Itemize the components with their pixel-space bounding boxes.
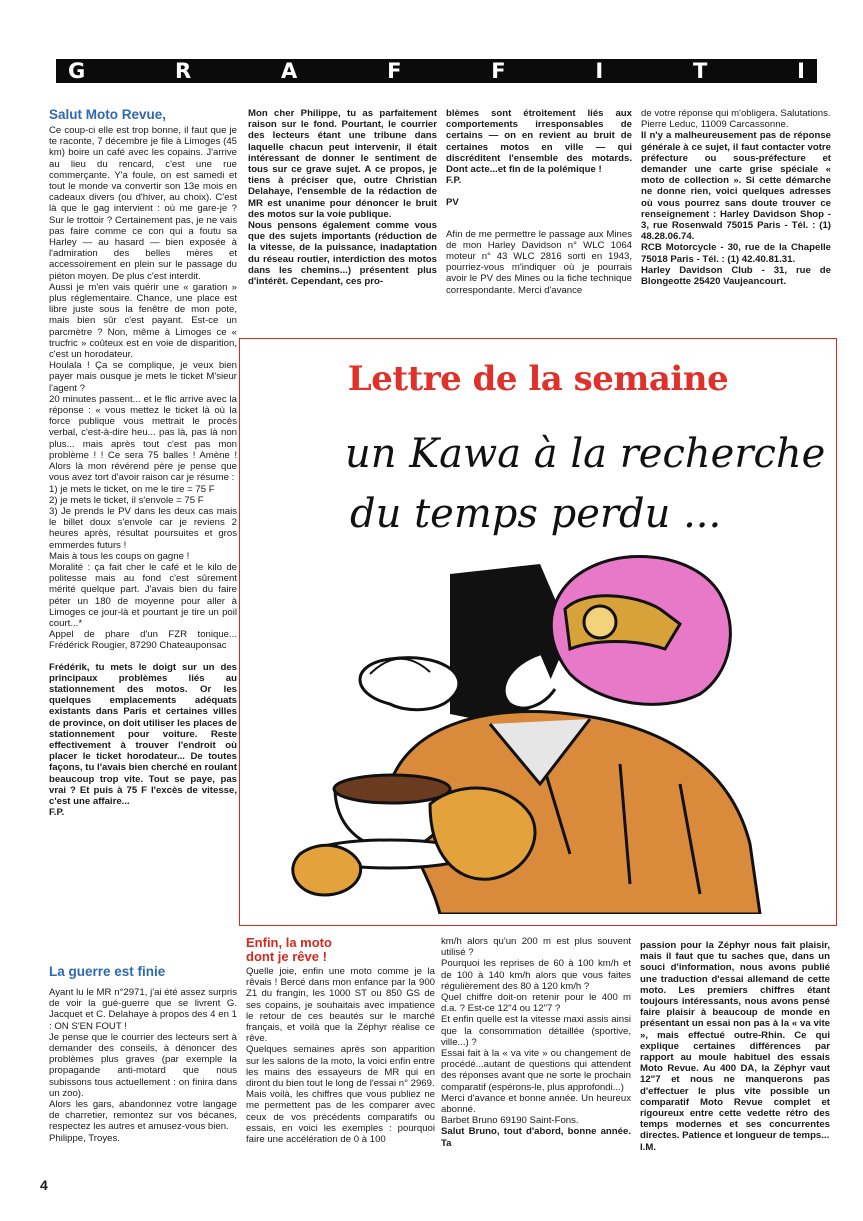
letter-column-7 <box>640 940 830 1153</box>
glove-shape <box>293 845 361 895</box>
banner-letter: R <box>175 59 192 83</box>
editor-signature: F.P. <box>49 807 65 819</box>
banner-letter: F <box>387 59 402 83</box>
letter-column-1-bottom <box>49 964 237 1144</box>
letter-paragraph: Mais à tous les coups on gagne ! <box>49 550 190 562</box>
letter-signature: Barbet Bruno 69190 Saint-Fons. <box>441 1115 579 1127</box>
handwritten-caption: du temps perdu ... <box>350 491 722 537</box>
letter-paragraph: Essai fait à la « va vite » ou changement de procédé...autant de questions qui attendent des réponses avant que ne sorte le prochain comparatif (espérons-le, plus approfondi...) <box>441 1048 631 1093</box>
editor-reply: Mon cher Philippe, tu as parfaitement raison sur le fond. Pourtant, le courrier des lecteurs étant une tribune dans laquelle chacun peut intervenir, il était intéressant de donner le sentiment de tous sur ce grave sujet. A ce propos, je tiens à préciser que, outre Christian Delahaye, l'ensemble de la rédaction de MR est unanime pour dénoncer le bruit des motos sur la voie publique. <box>248 108 437 220</box>
letter-paragraph: Alors les gars, abandonnez votre langage de charretier, remontez sur vos bécanes, respectez les autres et amusez-vous bien. <box>49 1099 237 1133</box>
letter-paragraph: de votre réponse qui m'obligera. Salutations. <box>641 108 831 119</box>
editor-reply: Il n'y a malheureusement pas de réponse générale à ce sujet, il faut contacter votre préfecture ou sous-préfecture et demander une carte grise spéciale « moto de collection ». Si cette démarche ne donne rien, voici quelques adresses où vous pourrez sans doute trouver ce renseignement : Harley Davidson Shop - 3, rue Rosenwald 75015 Paris - Tél. : (1) 48.28.06.74. <box>641 130 831 243</box>
letter-paragraph: Pourquoi les reprises de 60 à 100 km/h et de 100 à 140 km/h alors que vous faites régulièrement des 80 à 120 km/h ? <box>441 958 631 992</box>
letter-paragraph: 2) je mets le ticket, il s'envole = 75 F <box>49 494 204 506</box>
cartoon-illustration <box>240 554 836 914</box>
banner-letter: I <box>797 59 805 83</box>
steam-shape <box>360 658 459 710</box>
letter-paragraph: Ce coup-ci elle est trop bonne, il faut que je te raconte, 7 décembre je file à Limoges (45 km) boire un café avec les copains. J'arrive au lieu du rencard, c'est une rue commerçante. Y'a foule, on est samedi et tout le monde va convertir son 13e mois en cadeaux divers (ou d'hiver, au choix). C'est là que le gag intervient : où me gare-je ? Sur le trottoir ? Certainement pas, je ne vais pas faire comme ce con qui a foutu sa Harley — au hasard — bien exposée à l'admiration des belles mères et accessoirement en plein sur le passage du piéton moyen. De plus c'est interdit. <box>49 125 237 282</box>
editor-reply: passion pour la Zéphyr nous fait plaisir, mais il faut que tu saches que, dans un souci d'information, nous avons publié une traduction d'essai allemand de cette moto. Les premiers chiffres étant toujours intéressants, nous avons pensé faire plaisir à beaucoup de monde en présentant un essai non pas à la « va vite », mais effectué outre-Rhin. Ce qui explique certaines différences par rapport au moule habituel des essais Moto Revue. Au 400 DA, la Zéphyr vaut 12"7 et nous ne manquerons pas d'effectuer le plus vite possible un comparatif Moto Revue complet et rigoureux entre cette vedette rétro des temps modernes et ses concurrentes directes. Patience et longueur de temps... <box>640 940 830 1142</box>
editor-reply: RCB Motorcycle - 30, rue de la Chapelle 75018 Paris - Tél. : (1) 42.40.81.31. <box>641 242 831 265</box>
editor-reply: Harley Davidson Club - 31, rue de Blongeotte 25420 Vaujeancourt. <box>641 264 831 288</box>
section-banner <box>56 59 817 83</box>
letter-title: PV <box>446 197 459 209</box>
letter-column-4 <box>641 108 831 287</box>
banner-letter: T <box>693 59 708 83</box>
letter-paragraph: Merci d'avance et bonne année. Un heureux abonné. <box>441 1092 631 1116</box>
letter-paragraph: Ayant lu le MR n°2971, j'ai été assez surpris de voir la gué-guerre que se livrent G. Jacquet et C. Delahaye à propos des 4 en 1 : ON S'EN FOUT ! <box>49 987 237 1032</box>
editor-reply: Nous pensons également comme vous que des sujets importants (réduction de la vitesse, de la puissance, inadaptation du réseau routier, interdiction des motos dans les chemins...) présentent plus d'intérêt. Cependant, ces pro- <box>248 220 437 288</box>
letter-title: dont je rêve ! <box>246 949 327 964</box>
letter-paragraph: km/h alors qu'un 200 m est plus souvent utilisé ? <box>441 936 631 959</box>
letter-title: La guerre est finie <box>49 964 166 979</box>
banner-letter: G <box>68 59 86 83</box>
editor-reply: blèmes sont étroitement liés aux comportements irresponsables de certains — on en revient au bruit de certaines motos en ville — qui discréditent l'ensemble des motards. Dont acte...et fin de la polémique ! <box>446 108 632 176</box>
letter-paragraph: Aussi je m'en vais quérir une « garation » plus réglementaire. Chance, une place est libre juste sous la fenêtre de mon pote, mais bien sûr c'est payant. Est-ce un parcmètre ? Non, même à Limoges ce « trucfric » coûteux est en voie de disparition, c'est un horodateur. <box>49 281 237 361</box>
letter-column-2 <box>248 108 437 287</box>
letter-paragraph: 20 minutes passent... et le flic arrive avec la réponse : « vous mettez le ticket là où la force publique vous mettrait le procès verbal, c'est-à-dire heu... pas là, pas là non plus... mais après tout c'est pas mon problème ! ! Ce sera 75 balles ! Amène ! Alors là mon révérend père je pense que vous avez tort d'avoir raison car je résume : <box>49 393 237 484</box>
letter-paragraph: Quel chiffre doit-on retenir pour le 400 m d.a. ? Est-ce 12"4 ou 12"7 ? <box>441 992 631 1015</box>
letter-paragraph: Houlala ! Ça se complique, je veux bien payer mais ousque je mets le ticket M'sieur l'agent ? <box>49 360 237 394</box>
letter-column-1 <box>49 107 237 818</box>
letter-title: Salut Moto Revue, <box>49 107 167 122</box>
letter-paragraph: Et enfin quelle est la vitesse maxi assis ainsi que la consommation détaillée (sportive, ville...) ? <box>441 1014 631 1048</box>
letter-column-3 <box>446 108 632 296</box>
banner-letter: I <box>595 59 604 83</box>
letter-paragraph: Quelques semaines après son apparition sur les salons de la moto, la voici enfin entre les mains des essayeurs de MR qui en diront du bien tout le long de l'essai n° 2969. <box>246 1044 435 1090</box>
letter-signature: Pierre Leduc, 11009 Carcassonne. <box>641 119 789 131</box>
handwritten-caption: un Kawa à la recherche <box>345 431 826 477</box>
letter-paragraph: Moralité : ça fait cher le café et le kilo de politesse mais au fond c'est sûrement mérité quelque part. J'avais bien du faire péter un 180 de moyenne pour aller à Limoges ce jour-là et pourtant je tire un poil court...* <box>49 561 237 629</box>
letter-paragraph: 1) je mets le ticket, on me le tire = 75 F <box>49 483 215 495</box>
letter-of-the-week-box <box>239 338 837 926</box>
letter-paragraph: Afin de me permettre le passage aux Mines de mon Harley Davidson n° WLC 1064 moteur n° 43 WLC 2816 sorti en 1943, pourriez-vous m'indiquer où je pourrais avoir le PV des Mines ou la fiche technique correspondante. Merci d'avance <box>446 228 632 296</box>
editor-reply: Frédérik, tu mets le doigt sur un des principaux problèmes liés au stationnement des motos. Or les quelques emplacements adéquats existants dans Paris et certaines villes de province, on doit utiliser les places de stationnement pour voiture. Reste effectivement à trouver l'endroit où placer le ticket horodateur... De toutes façons, tu l'avais bien cherché en roulant beaucoup trop vite. Tout se paye, pas vrai ? Et puis à 75 F l'excès de vitesse, c'est une affaire... <box>49 661 237 807</box>
letter-signature: Appel de phare d'un FZR tonique... Frédérick Rougier, 87290 Chateauponsac <box>49 629 237 652</box>
letter-paragraph: Je pense que le courrier des lecteurs sert à demander des conseils, à dénoncer des problèmes plus graves (par exemple la propagande anti-motard que nous subissons tous actuellement : on finira dans un zoo). <box>49 1031 237 1099</box>
letter-title: Enfin, la moto <box>246 935 332 950</box>
letter-signature: Philippe, Troyes. <box>49 1132 120 1144</box>
editor-signature: F.P. <box>446 175 462 187</box>
letter-paragraph: 3) Je prends le PV dans les deux cas mais le billet doux s'envole car je reviens 2 heures après, résultat poursuites et gros emmerdes futurs ! <box>49 505 237 551</box>
page-number: 4 <box>40 1177 48 1193</box>
letter-column-5 <box>246 936 435 1145</box>
letter-paragraph: Quelle joie, enfin une moto comme je la rêvais ! Bercé dans mon enfance par la 900 Z1 du frangin, les 1000 ST ou 850 GS de ses copains, je souhaitais avec impatience le retour de ces beautés sur le marché français, et voilà que la Zéphyr réalise ce rêve. <box>246 966 435 1045</box>
letter-paragraph: Mais voilà, les chiffres que vous publiez ne me permettent pas de les comparer avec ceux de vos précédents comparatifs ou essais, en voici les exemples : pourquoi faire une accélération de 0 à 100 <box>246 1089 435 1146</box>
box-title: Lettre de la semaine <box>347 359 729 399</box>
banner-letter: F <box>491 59 506 83</box>
editor-reply: Salut Bruno, tout d'abord, bonne année. Ta <box>441 1126 631 1149</box>
editor-signature: I.M. <box>640 1141 656 1153</box>
banner-letter: A <box>281 59 298 83</box>
letter-column-6 <box>441 936 631 1149</box>
